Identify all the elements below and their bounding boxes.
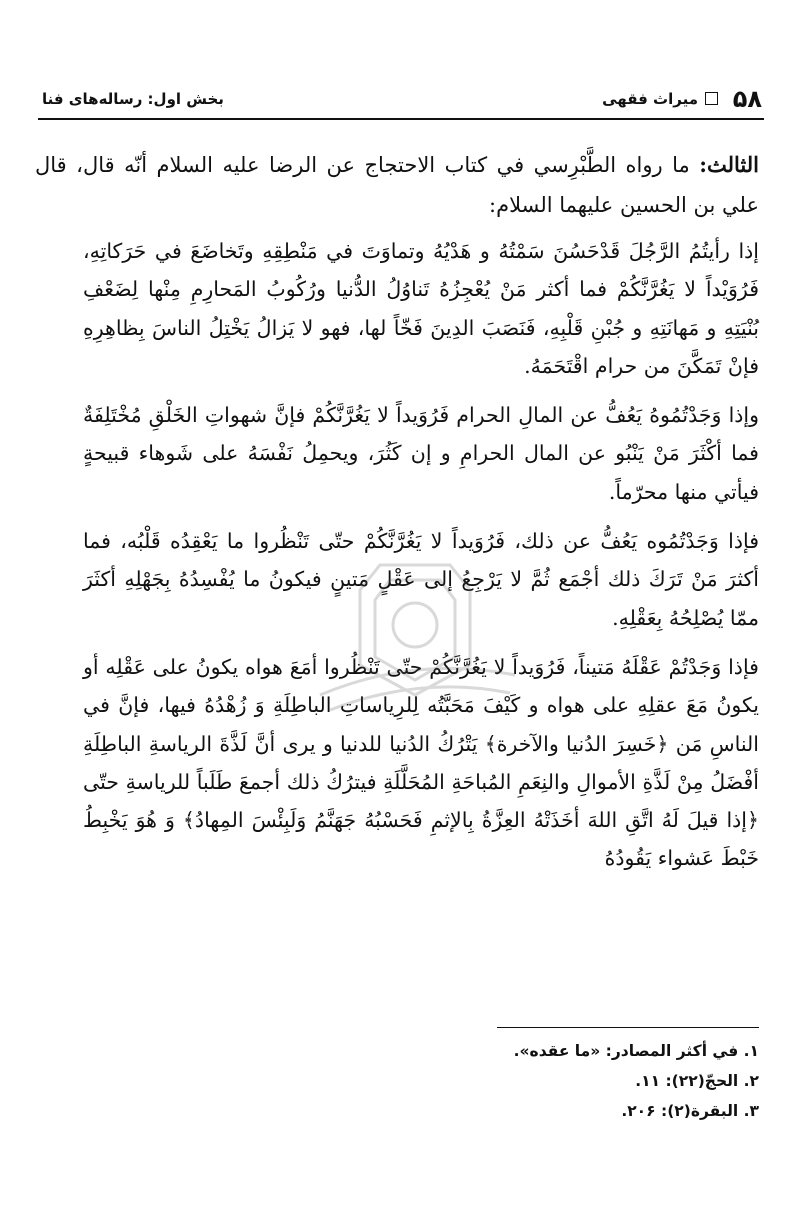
quoted-narration [83, 232, 759, 889]
page-header [38, 84, 764, 120]
narration-paragraph-1: إذا رأيتُمُ الرَّجُلَ قَدْحَسُنَ سَمْتُهُ و هَدْيُهُ وتماوَتَ في مَنْطِقِهِ وتَخاضَعَ في حَرَكاتِهِ، فَرُوَيْداً لا يَغُرَّنَّكُمْ فما أكثر مَنْ يُعْجِزُهُ تَناوُلُ الدُّنيا ورُكُوبُ المَحارِمِ مِنْها لِضَعْفِ بُنْيَتِهِ و مَهانَتِهِ و جُبْنِ قَلْبِهِ، فَنَصَبَ الدِينَ فَخّاً لها، فهو لا يَزالُ يَخْتِلُ الناسَ بِظاهِرِهِ فإنْ تَمَكَّنَ من حرام اقْتَحَمَهُ. [83, 239, 759, 378]
intro-text: ما رواه الطَّبْرِسي في كتاب الاحتجاج عن الرضا عليه السلام أنّه قال، قال علي بن الحسين عليهما السلام: [35, 153, 759, 217]
footnotes [259, 1036, 759, 1126]
footnote-3: ٣. البقرة(٢): ٢٠۶. [621, 1102, 759, 1120]
footnote-divider [497, 1027, 759, 1028]
footnote-1: ١. في أكثر المصادر: «ما عقده». [513, 1042, 759, 1060]
square-separator-icon [705, 92, 718, 105]
narration-paragraph-2: وإذا وَجَدْتُمُوهُ يَعُفُّ عن المالِ الحرام فَرُوَيداً لا يَغُرَّنَّكُمْ فإنَّ شهواتِ الخَلْقِ مُخْتَلِفَةٌ فما أكْثَرَ مَنْ يَنْبُو عن المال الحرامِ و إن كَثُرَ، ويحمِلُ نَفْسَهُ على شَوهاء قبيحةٍ فيأتي منها محرّماً. [83, 403, 759, 504]
intro-paragraph [35, 145, 759, 225]
book-title: میراث فقهی [602, 90, 698, 108]
page-number: ۵۸ [732, 85, 762, 113]
narration-paragraph-4: فإذا وَجَدْتُمْ عَقْلَهُ مَتيناً، فَرُوَيداً لا يَغُرَّنَّكُمْ حتّى تَنْظُروا أمَعَ هواه يكونُ على عَقْلِه أو يكونُ مَعَ عقلِهِ على هواه و كَيْفَ مَحَبَّتُه لِلرِياساتِ الباطِلَةِ وَ زُهْدُهُ فيها، فإنَّ في الناسِ مَن ﴿خَسِرَ الدُنيا والآخرة﴾ يَتْرُكُ الدُنيا للدنيا و يرى أنَّ لَذَّةَ الرياسةِ الباطِلَةِ أفْضَلُ مِنْ لَذَّةِ الأموالِ والنِعَمِ المُباحَةِ المُحَلَّلَةِ فيترُكُ ذلك أجمعَ طَلَباً للرياسةِ حتّى ﴿إذا قيلَ لَهُ اتَّقِ اللهَ أخَذَتْهُ العِزَّةُ بِالإثمِ فَحَسْبُهُ جَهَنَّمُ وَلَبِئْسَ المِهادُ﴾ وَ هُوَ يَخْبِطُ خَبْطَ عَشواء يَقُودُهُ [83, 654, 759, 871]
intro-lead: الثالث: [699, 152, 759, 177]
footnote-2: ٢. الحجّ(٢٢): ١١. [635, 1072, 759, 1090]
section-title: بخش اول: رساله‌های فنا [42, 90, 224, 108]
narration-paragraph-3: فإذا وَجَدْتُمُوه يَعُفُّ عن ذلك، فَرُوَيداً لا يَغُرَّنَّكُمْ حتّى تَنْظُروا ما يَعْقِدُه قَلْبُه، فما أكثرَ مَنْ تَرَكَ ذلك أجْمَع ثُمَّ لا يَرْجِعُ إلى عَقْلٍ مَتينٍ فيكونُ ما يُفْسِدُهُ بِجَهْلِهِ أكثَرَ ممّا يُصْلِحُهُ بِعَقْلِهِ. [83, 529, 759, 630]
